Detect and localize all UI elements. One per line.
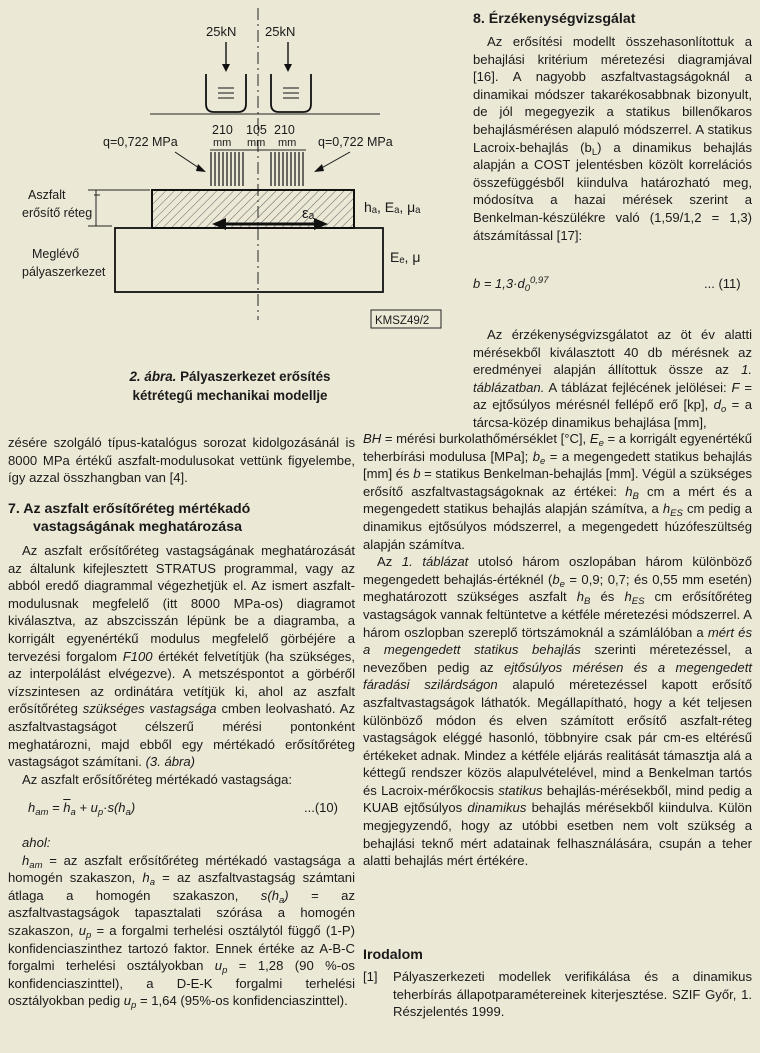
load-right-label: 25kN: [265, 24, 296, 39]
strain-label: εₐ: [302, 205, 315, 222]
left-para-3: ahol: $h_{am}$ = az aszfalt erősítőréteg mértékadó vastagsága a homogén szakaszon, $h_a$ = az aszfaltvastagság számtani átlaga a homogén szakaszon, $s(h_a)$ = az aszfaltvastagságok tapasztalati szórása a homogén szakaszon, $u_p = a$ forgalmi terhelési osztálytól függő (1-P) konfidenciaszinthez tartozó faktor. Ennek értéke az A-B-C forgalmi terhelési osztályokban $u_p = 1,28$ (90 %-os konfidenciaszinttel), a D-E-K forgalmi terhelési osztályokban pedig $u_p = 1,64$ (95%-os konfidenciaszinttel).: [8, 835, 355, 1012]
formula-10: $h_{am} = \overline{h}_a + u_p\cdot s(h_a)$ ...(10): [28, 800, 338, 818]
caption-number: 2. ábra.: [129, 369, 177, 384]
ahol-label: ahol:: [22, 835, 51, 850]
distributed-load-left: [211, 152, 243, 186]
figure-code: KMSZ49/2: [375, 315, 430, 327]
load-left-label: 25kN: [206, 24, 237, 39]
dim-unit-1: mm: [213, 137, 232, 149]
right-para-2: Az érzékenységvizsgálatot az öt év alatti mérésekből kiválasztott 40 db mérésnek az eredményei alapján állítottuk össze az 1. táblázatban. A táblázat fejlécének jelölései: F = az ejtősúlyos mérésnél fellépő erő [kp], $d_o = a$ tárcsa-közép dinamikus behajlása [mm],: [473, 327, 752, 430]
caption-line2: kétrétegű mechanikai modellje: [132, 388, 328, 403]
reference-1-number: [1]: [363, 969, 378, 984]
right-para-2b: BH = mérési burkolathőmérséklet [°C], $E_e = a$ korrigált egyenértékű teherbírási modulusa [MPa]; $b_e = a$ megengedett statikus behajlás [mm] és b = statikus Benkelman-behajlás [mm]. Végül a szükséges erősítő aszfaltvastagságoknak az értékei: $h_B$ cm a mért és a megengedett statikus behajlás alapján számítva, a $h_{ES}$ cm pedig a dinamikus ejtősúlyos módszerrel, a megengedett húzófeszültség alapján számítva. Az 1. táblázat utolsó három oszlopában három különböző megengedett behajlás-értéknél ($b_e = 0,9$; 0,7; és 0,55 mm esetén) meghatározott szükséges aszfalt $h_B$ és $h_{ES}$ cm erősítőréteg vastagságok vannak feltüntetve a kétféle méretezési módszerrel. A három oszlopban szereplő törtszámoknál a számlálóban a mért és a megengedett statikus behajlás szerinti méretezéssel, a nevezőben pedig az ejtősúlyos mérésen és a megengedett fáradási szilárdságon alapuló méretezéssel kapott erősítő aszfaltvastagságok láthatók. Megállapítható, hogy a két teljesen különböző módon és elven számított erősítő aszfalt-réteg vastagságok eléggé hasonló, többnyire csak pár cm-es eltérésű értékeket adnak. Mindez a kétféle eljárás realitását támasztja alá a kéttegű rendszer közös alapulvételével, mind a Benkelman tartós és Lacroix-mérőkocsis statikus behajlás-mérésekből, mind pedig a KUAB ejtősúlyos dinamikus behajlás mérésekből kiindulva. Külön megjegyzendő, hogy az utóbbi esetben nem volt szükség a behajlási teknő mért adatainak felhasználására, csupán a teher alatti behajlás mért értékére.: [363, 431, 753, 869]
pressure-right-label: q=0,722 MPa: [318, 135, 393, 149]
dim-unit-3: mm: [278, 137, 297, 149]
layer1-label-line2: erősítő réteg: [22, 206, 93, 220]
dim-105: 105: [246, 123, 267, 137]
wheel-left: [206, 74, 246, 112]
layer1-props: hₐ, Eₐ, μₐ: [364, 199, 421, 215]
distributed-load-right: [271, 152, 303, 186]
left-para-0: zésére szolgáló típus-katalógus sorozat kidolgozásánál is 8000 MPa értékű aszfalt-modulusokat vettünk figyelembe, így azzal összhangban van [4].: [8, 435, 355, 486]
layer2-props: Eₑ, μ: [390, 249, 421, 265]
irodalom-heading: Irodalom: [363, 947, 423, 963]
section-7-heading: 7. Az aszfalt erősítőréteg mértékadó vastagságának meghatározása: [8, 501, 251, 535]
dim-unit-2: mm: [247, 137, 266, 149]
reference-1-text: Pályaszerkezeti modellek verifikálása és a dinamikus teherbírás állapotparamétereinek kiterjesztése. SZIF Győr, 1. Részjelentés 1999.: [393, 969, 752, 1020]
reference-1: [363, 968, 752, 1021]
left-para-1: Az aszfalt erősítőréteg vastagságának meghatározását az általunk kifejlesztett STRATUS programmal, vagy az abból eredő diagrammal végezhetjük el. Az ismert aszfalt-modulusnak megfelelő (itt 8000 MPa-os) diagramot kiválasztva, az abszcisszán lépünk be a diagramba, a korrigált egyenértékű modulus megfelelő görbéjére a tervezési forgalom F100 értékét felvetítjük (ha szükséges, az interpolálást elvégezve). A metszéspontot a görbéről vízszintesen az ordinátára vetítjük ki, ahol az aszfalt erősítőréteg szükséges vastagsága cmben leolvasható. Az aszfaltvastagságot célszerű mérési pontonként meghatározni, majd ebből egy mértékadó erősítőréteg vastagságot számítani. (3. ábra) Az aszfalt erősítőréteg mértékadó vastagsága:: [8, 543, 355, 787]
right-para-1: Az erősítési modellt összehasonlítottuk a behajlási kritérium méretezési diagramjával [16]. A nagyobb aszfaltvastagságoknál a dinamikai módszer takarékosabbnak bizonyult, de jól megegyezik a statikus billenőkaros behajlásmérésen alapuló módszerrel. A statikus Lacroix-behajlás $(b_L)$ a dinamikus behajlás alapján a COST jelentésben közölt korrelációs összefüggésből kiindulva határozható meg, módosítva a hazai mérések szerint a Benkelman-készülékre való (1,59/1,2 = 1,3) átszámítással [17]:: [473, 34, 752, 243]
dim-210-left: 210: [212, 123, 233, 137]
figure-2-diagram: [0, 0, 460, 340]
layer2-label-line2: pályaszerkezet: [22, 265, 106, 279]
formula-11: $b = 1,3\cdot d_0^{0,97}$ ... (11): [473, 275, 741, 294]
section-8-heading: 8. Érzékenységvizsgálat: [473, 11, 636, 27]
existing-pavement-layer: [115, 228, 383, 292]
dim-210-right: 210: [274, 123, 295, 137]
pressure-left-label: q=0,722 MPa: [103, 135, 178, 149]
left-para-2: Az aszfalt erősítőréteg mértékadó vastagsága:: [22, 771, 293, 787]
figure-caption: [60, 367, 400, 405]
wheel-right: [271, 74, 311, 112]
layer2-label-line1: Meglévő: [32, 247, 80, 261]
caption-line1: Pályaszerkezet erősítés: [180, 369, 331, 384]
layer1-label-line1: Aszfalt: [28, 188, 66, 202]
